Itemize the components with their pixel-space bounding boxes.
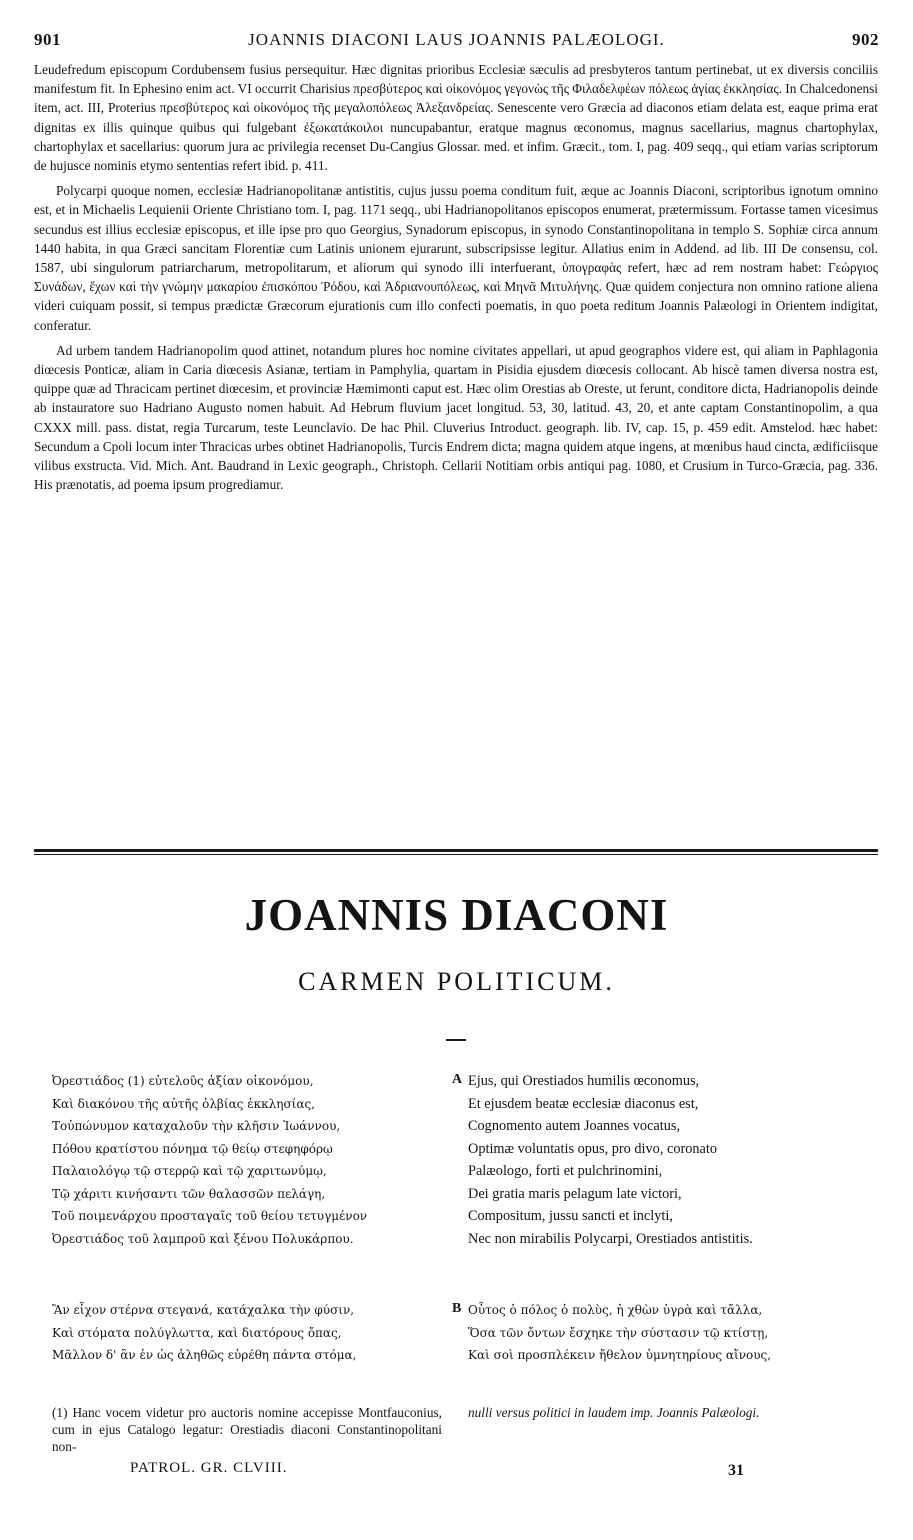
greek-verse-a [52,1070,452,1250]
latin-line: Et ejusdem beatæ ecclesiæ diaconus est, [468,1095,699,1112]
main-title: JOANNIS DIACONI [244,890,669,940]
greek-line: Παλαιολόγῳ τῷ στερρῷ καὶ τῷ χαριτωνύμῳ, [52,1164,327,1178]
greek-line: Ἂν εἶχον στέρνα στεγανά, κατάχαλκα τὴν φύσιν, [52,1303,355,1317]
greek-line: Καὶ σοὶ προσπλέκειν ἤθελον ὑμνητηρίους αἴνους, [468,1348,772,1362]
greek-line: Ὅσα τῶν ὄντων ἔσχηκε τὴν σύστασιν τῷ κτίστῃ, [468,1325,769,1340]
page-number-right: 902 [852,30,879,49]
latin-line: Ejus, qui Orestiados humilis œconomus, [468,1073,700,1089]
greek-line: Τοῦ ποιμενάρχου προσταγαῖς τοῦ θείου τετυγμένον [52,1209,368,1223]
intro-paragraph-2: Polycarpi quoque nomen, ecclesiæ Hadrianopolitanæ antistitis, cujus jussu poema conditum fuit, æque ac Joannis Diaconi, scriptoribus ignotum omnino est, et in Michaelis Lequienii Oriente Christiano tom. I, pag. 1171 seqq., ubi Hadrianopolitanos episcopos enumerat, prætermissum. Fortasse tamen vicesimus secundus est illius ecclesiæ episcopus, et ille ipse pro quo Georgius, Synadorum episcopus, in synodo Constantinopolitana in templo S. Sophiæ circa annum 1440 habita, in qua Græci sancitam Florentiæ cum Latinis unionem ejurarunt, subscripsisse legitur. Allatius enim in Addend. ad lib. III De consensu, col. 1587, ubi singulorum patriarcharum, metropolitarum, et aliorum qui synodo illi interfuerant, ὑπογραφὰς refert, hæc ad rem nostram habet: Γεώργιος Συνάδων, ἔχων καὶ τὴν γνώμην μακαρίου ἐπισκόπου Ῥόδου, καὶ Ἀδριανουπόλεως, καὶ Μηνᾶ Μιτυλήνης. Quæ quidem conjectura non omnino ratione aliena videri cuiquam possit, si tempus prædictæ Græcorum ejurationis cum illo confecti poematis, in quo poeta reditum Joannis Palæologi in Orientem indigitat, conferatur. [34,183,878,333]
sub-title: CARMEN POLITICUM. [298,967,615,996]
latin-line: Palæologo, forti et pulchrinomini, [468,1163,663,1179]
section-rule-thin [34,854,878,855]
page-number-bottom: 31 [728,1462,744,1479]
intro-text [34,60,878,500]
latin-verse-a [468,1070,898,1250]
latin-line: Dei gratia maris pelagum late victori, [468,1185,682,1202]
running-head [34,30,879,56]
greek-line: Ὀρεστιάδος (1) εὐτελοῦς ἀξίαν οἰκονόμου, [52,1074,314,1088]
footnote-left: (1) Hanc vocem videtur pro auctoris nomine accepisse Montfauconius, cum in ejus Catalogo legatur: Orestiadis diaconi Constantinopolitani non- [52,1405,442,1454]
greek-verse-b-right [468,1299,898,1367]
greek-line: Καὶ διακόνου τῆς αὐτῆς ὀλβίας ἐκκλησίας, [52,1096,315,1111]
greek-line: Καὶ στόματα πολύγλωττα, καὶ διατόρους ὄπας, [52,1325,342,1340]
greek-line: Οὗτος ὁ πόλος ὁ πολὺς, ἡ χθὼν ὑγρὰ καὶ τἄλλα, [468,1303,763,1317]
latin-line: Nec non mirabilis Polycarpi, Orestiados antistitis. [468,1230,753,1247]
greek-line: Τῷ χάριτι κινήσαντι τῶν θαλασσῶν πελάγη, [52,1186,326,1201]
latin-line: Cognomento autem Joannes vocatus, [468,1118,681,1134]
margin-marker-b: B [452,1301,462,1316]
greek-line: Τοὐπώνυμον καταχαλοῦν τὴν κλῆσιν Ἰωάννου, [52,1119,341,1133]
page-number-left: 901 [34,30,61,49]
greek-line: Μᾶλλον δ' ἂν ἐν ὡς ἀληθῶς εὑρέθη πάντα στόμα, [52,1348,357,1362]
intro-paragraph-1: Leudefredum episcopum Cordubensem fusius persequitur. Hæc dignitas prioribus Ecclesiæ sæculis ad presbyteros tantum pertinebat, ut ex diversis conciliis manifestum fit. In Ephesino enim act. VI occurrit Charisius πρεσβύτερος καὶ οἰκονόμος γεγονὼς τῆς Φιλαδελφέων πόλεως ἁγίας ἐκκλησίας. In Chalcedonensi item, act. III, Proterius πρεσβύτερος καὶ οἰκονόμος τῆς μεγαλοπόλεως Ἀλεξανδρείας. Senescente vero Græcia ad diaconos etiam delata est, eaque prima erat dignitas ex illis quinque quibus qui fulgebant ἐξωκατάκοιλοι nuncupabantur, eratque magnus œconomus, magnus sacellarius, magnus chartophylax, chartophylax et sacellarius: quorum jura ac privilegia recenset Du-Cangius Glossar. med. et infim. Græcit., tom. I, pag. 409 seqq., qui etiam varias scriptorum de hujusce nominis etymo sententias refert ibid. p. 411. [34,62,878,174]
patrol-reference: PATROL. GR. CLVIII. [130,1460,288,1476]
greek-line: Πόθου κρατίστου πόνημα τῷ θείῳ στεφηφόρῳ [52,1141,333,1156]
margin-marker-a: A [452,1072,463,1087]
greek-line: Ὀρεστιάδος τοῦ λαμπροῦ καὶ ξένου Πολυκάρπου. [52,1231,354,1246]
section-rule-thick [34,849,878,852]
greek-verse-b-left [52,1299,452,1367]
running-title: JOANNIS DIACONI LAUS JOANNIS PALÆOLOGI. [248,30,665,49]
title-dash [446,1039,466,1041]
latin-line: Optimæ voluntatis opus, pro divo, coronato [468,1140,717,1157]
latin-line: Compositum, jussu sancti et inclyti, [468,1208,673,1224]
intro-paragraph-3: Ad urbem tandem Hadrianopolim quod attinet, notandum plures hoc nomine civitates appellari, ut apud geographos videre est, qui aliam in Paphlagonia diœcesis Ponticæ, aliam in Caria diœcesis Asianæ, tertiam in Pamphylia, quartam in Pisidia ejusdem diœcesis collocant. Ab hiscè tamen diversa nostra est, quippe quæ ad Thracicam pertinet diœcesim, et provinciæ Hæmimonti caput est. Hæc olim Orestias ab Oreste, ut ferunt, conditore dicta, Hadrianopolis deinde ab instauratore suo Hadriano Augusto nomen habuit. Ad Hebrum fluvium jacet longitud. 53, 30, latitud. 43, 20, et ante captam Constantinopolim, a qua CXXX mill. pass. distat, regia Turcarum, teste Leunclavio. De hac Phil. Cluverius Introduct. geograph. lib. IV, cap. 15, p. 459 edit. Amstelod. hæc habet: Secundum a Cpoli locum inter Thracicas urbes obtinet Hadrianopolis, Turcis Endrem dicta; magna quidem atque ingens, at mœnibus haud cincta, ædificiisque vilibus exstructa. Vid. Mich. Ant. Baudrand in Lexic geograph., Christoph. Cellarii Notitiam orbis antiqui pag. 1080, et Crusium in Turco-Græcia, pag. 336. His prænotatis, ad poema ipsum progrediamur. [34,342,878,493]
footnote-right: nulli versus politici in laudem imp. Joannis Palæologi. [468,1405,760,1420]
